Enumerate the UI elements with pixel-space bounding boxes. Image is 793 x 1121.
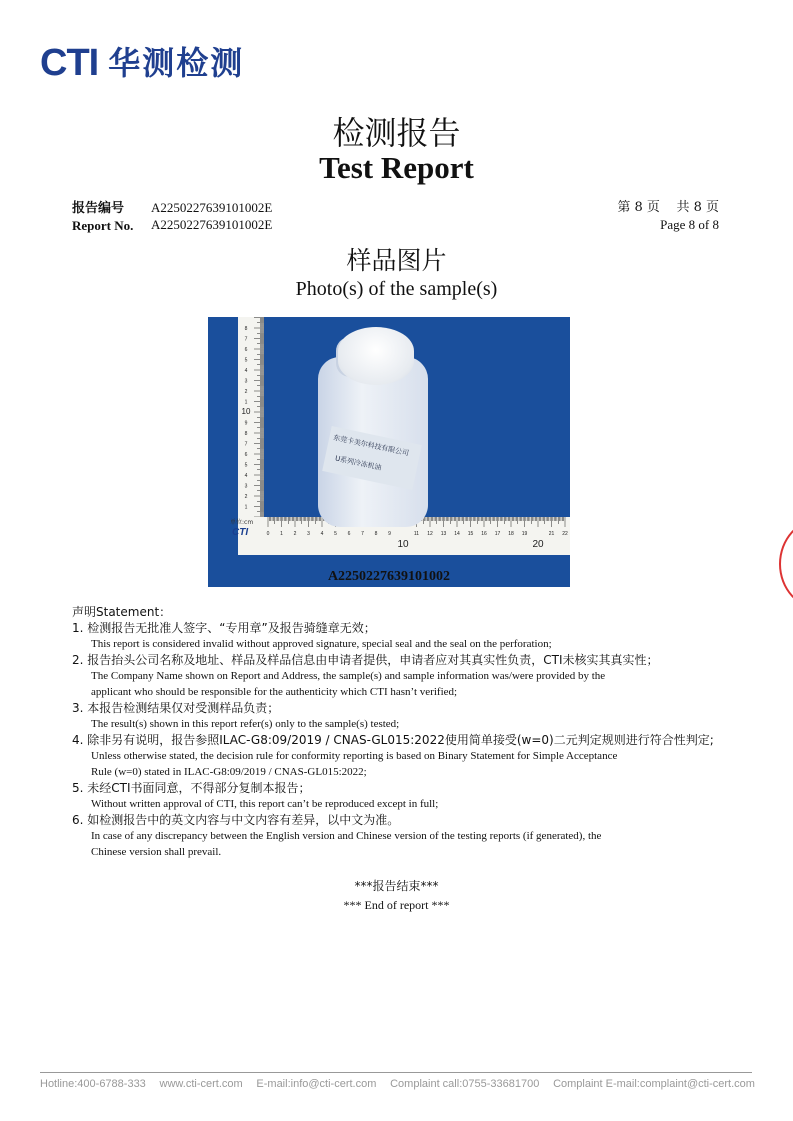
ruler-tick-label: 18 (508, 531, 514, 537)
ruler-tick-label: 4 (320, 531, 324, 537)
ruler-tick-label: 5 (244, 462, 248, 469)
ruler-tick-label: 16 (481, 531, 487, 537)
ruler-tick-label: 2 (244, 389, 248, 395)
statement-item-cn: 2. 报告抬头公司名称及地址、样品及样品信息由申请者提供，申请者应对其真实性负责，CTI未核实其真实性； (72, 653, 659, 667)
ruler-tick-label: 0 (266, 531, 270, 537)
statement-item-en: The result(s) shown in this report refer(s) only to the sample(s) tested; (91, 718, 400, 730)
ruler-tick-label: 12 (427, 531, 433, 537)
footer-hotline: Hotline:400-6788-333 (40, 1078, 146, 1090)
end-of-report-cn: ***报告结束*** (354, 879, 439, 893)
ruler-tick-label: 7 (361, 531, 364, 537)
ruler-tick-label: 21 (548, 531, 555, 537)
footer-complaint-email[interactable]: Complaint E-mail:complaint@cti-cert.com (553, 1078, 755, 1090)
report-no-value-cn: A2250227639101002E (151, 200, 273, 215)
ruler-tick-label: 3 (244, 378, 248, 385)
ruler-tick-label: 10 (241, 407, 251, 416)
ruler-tick-label: 6 (244, 347, 248, 353)
ruler-tick-label: 5 (334, 531, 337, 537)
ruler-tick-label: 4 (244, 368, 248, 374)
report-no-label-cn: 报告编号 (72, 201, 125, 216)
report-title-en: Test Report (319, 150, 474, 185)
report-title-cn: 检测报告 (332, 114, 461, 152)
statement-item-cn: 3. 本报告检测结果仅对受测样品负责； (72, 701, 280, 715)
ruler-tick-label: 2 (293, 531, 297, 537)
page-info-en: Page 8 of 8 (660, 217, 719, 232)
end-of-report-en: *** End of report *** (343, 898, 450, 912)
footer-website[interactable]: www.cti-cert.com (159, 1078, 243, 1090)
statement-item-en: applicant who should be responsible for the authenticity which CTI hasn’t verified; (91, 686, 458, 698)
statement-item-en: Without written approval of CTI, this report can’t be reproduced except in full; (91, 798, 439, 810)
ruler-unit: 单位:cm (230, 519, 254, 526)
ruler-tick-label: 17 (494, 531, 501, 537)
logo-brand: CTI (40, 42, 99, 84)
ruler-tick-label: 10 (397, 539, 409, 550)
sample-photo (208, 317, 570, 587)
ruler-tick-label: 22 (562, 531, 568, 537)
section-title-en: Photo(s) of the sample(s) (295, 278, 498, 300)
report-no-values (151, 199, 272, 233)
statement-item-en: Unless otherwise stated, the decision rule for conformity reporting is based on Binary Statement for Simple Acceptance (91, 750, 618, 762)
bottle-cap (338, 327, 414, 385)
page-info-cn: 第 8 页 共 8 页 (617, 200, 719, 215)
report-no-labels (72, 199, 133, 234)
photo-caption: A2250227639101002 (327, 569, 451, 584)
statement-item-cn: 6. 如检测报告中的英文内容与中文内容有差异，以中文为准。 (72, 813, 400, 827)
ruler-tick-label: 4 (244, 473, 248, 479)
ruler-tick-label: 6 (244, 452, 248, 458)
ruler-tick-label: 14 (454, 531, 460, 537)
ruler-tick-label: 7 (244, 336, 248, 343)
ruler-tick-label: 20 (532, 539, 544, 550)
statement-item-cn: 5. 未经CTI书面同意，不得部分复制本报告； (72, 781, 311, 795)
ruler-tick-label: 2 (244, 494, 248, 500)
logo-name-cn: 华测检测 (108, 44, 245, 82)
statement-list (72, 620, 752, 860)
footer-divider (40, 1072, 752, 1073)
ruler-tick-label: 6 (347, 531, 351, 537)
ruler-tick-label: 1 (244, 504, 248, 511)
statement-item-en: Chinese version shall prevail. (91, 846, 222, 858)
footer-email[interactable]: E-mail:info@cti-cert.com (256, 1078, 377, 1090)
ruler-tick-label: 7 (244, 441, 248, 448)
page-info (560, 199, 719, 233)
ruler-tick-label: 1 (280, 531, 283, 537)
ruler-tick-label: 19 (521, 531, 528, 537)
statement-item-cn: 1. 检测报告无批准人签字、“专用章”及报告骑缝章无效； (72, 621, 376, 635)
ruler-tick-label: 1 (244, 399, 248, 406)
ruler-tick-label: 9 (388, 531, 391, 537)
ruler-tick-label: 11 (413, 531, 420, 537)
statement-item-en: The Company Name shown on Report and Address, the sample(s) and sample information was/were provided by the (91, 670, 606, 682)
statement-item-en: In case of any discrepancy between the English version and Chinese version of the testing reports (if generated), the (91, 830, 602, 842)
report-no-value-en: A2250227639101002E (151, 217, 273, 232)
statement-item-cn: 4. 除非另有说明，报告参照ILAC-G8:09/2019 / CNAS-GL015:2022使用简单接受(w=0)二元判定规则进行符合性判定; (72, 733, 714, 747)
ruler-tick-label: 5 (244, 357, 248, 364)
ruler-tick-label: 8 (244, 326, 248, 332)
statement-block (72, 604, 752, 860)
ruler-tick-label: 15 (467, 531, 474, 537)
ruler-tick-label: 13 (440, 531, 447, 537)
ruler-tick-label: 3 (307, 531, 310, 537)
statement-item-en: Rule (w=0) stated in ILAC-G8:09/2019 / CNAS-GL015:2022; (91, 766, 367, 778)
section-title-cn: 样品图片 (346, 246, 447, 275)
page-footer (40, 1078, 755, 1090)
report-no-label-en: Report No. (72, 218, 134, 233)
cti-logo (40, 43, 244, 83)
ruler-tick-label: 8 (244, 431, 248, 437)
perforation-seal (779, 518, 793, 610)
ruler-tick-label: 9 (244, 420, 248, 427)
statement-heading: 声明Statement： (72, 605, 172, 619)
statement-item-en: This report is considered invalid without approved signature, special seal and the seal on the perforation; (91, 638, 552, 650)
ruler-tick-label: 3 (244, 483, 248, 490)
vertical-ruler (238, 317, 264, 542)
bottle-label-line2: U系列冷冻机油 (334, 454, 383, 473)
footer-complaint-call: Complaint call:0755-33681700 (390, 1078, 540, 1090)
ruler-tick-label: 8 (374, 531, 378, 537)
bottle-label-line1: 东莞卡美尔科技有限公司 (332, 433, 410, 458)
ruler-brand: CTI (232, 527, 249, 538)
vertical-ruler-ticks (238, 317, 264, 542)
